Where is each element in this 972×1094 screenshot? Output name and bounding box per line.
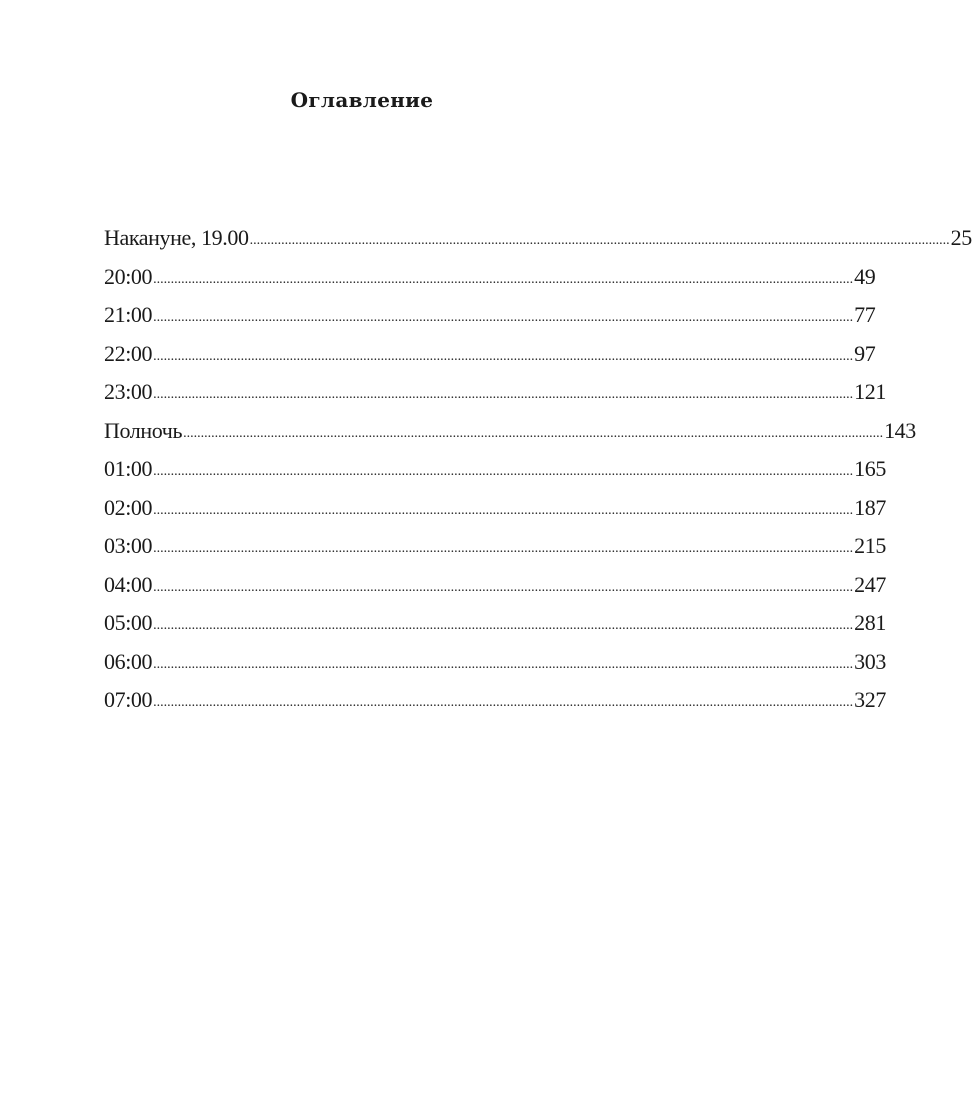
table-of-contents (104, 222, 972, 723)
toc-entry (104, 415, 916, 454)
toc-entry-page: 327 (854, 687, 886, 712)
toc-entry-label: 04:00 (104, 571, 153, 597)
toc-entry-label: 02:00 (104, 494, 153, 520)
dot-leader: ........................................................................................................................................................................................................ (153, 579, 854, 595)
dot-leader: ........................................................................................................................................................................................................ (153, 541, 854, 556)
toc-entry-page: 303 (854, 648, 886, 674)
dot-leader: ........................................................................................................................................................................................................ (153, 310, 854, 325)
toc-entry (104, 607, 886, 646)
dot-leader: ........................................................................................................................................................................................................ (153, 656, 854, 672)
toc-entry-label: 20:00 (104, 263, 153, 289)
toc-entry (104, 222, 972, 261)
page-title: Оглавление (290, 88, 434, 112)
toc-entry-label: 22:00 (104, 340, 153, 366)
toc-entry-page: 143 (884, 417, 916, 443)
toc-entry-page: 187 (854, 494, 886, 520)
toc-entry (104, 338, 876, 377)
toc-entry (104, 684, 886, 723)
toc-entry-label: Накануне, 19.00 (104, 225, 249, 250)
toc-entry-label: 23:00 (104, 379, 153, 404)
dot-leader: ........................................................................................................................................................................................................ (153, 464, 854, 479)
toc-entry (104, 261, 876, 300)
toc-entry (104, 569, 886, 608)
toc-entry (104, 492, 886, 531)
dot-leader: ........................................................................................................................................................................................................ (153, 348, 854, 364)
toc-entry-page: 49 (854, 263, 876, 289)
toc-entry-page: 165 (854, 456, 886, 481)
dot-leader: ........................................................................................................................................................................................................ (249, 233, 950, 248)
toc-entry-label: 03:00 (104, 533, 153, 558)
toc-entry (104, 530, 886, 569)
toc-entry-label: 01:00 (104, 456, 153, 481)
dot-leader: ........................................................................................................................................................................................................ (153, 695, 854, 710)
dot-leader: ........................................................................................................................................................................................................ (153, 387, 854, 402)
toc-entry-page: 121 (854, 379, 886, 404)
toc-entry-page: 281 (854, 610, 886, 635)
toc-entry-label: 21:00 (104, 302, 153, 327)
toc-entry-label: 06:00 (104, 648, 153, 674)
toc-entry-page: 25 (950, 225, 972, 250)
toc-entry-label: 07:00 (104, 687, 153, 712)
toc-entry-label: 05:00 (104, 610, 153, 635)
dot-leader: ........................................................................................................................................................................................................ (153, 271, 854, 287)
dot-leader: ........................................................................................................................................................................................................ (153, 618, 854, 633)
toc-entry (104, 376, 886, 415)
toc-entry (104, 646, 886, 685)
dot-leader: ........................................................................................................................................................................................................ (153, 502, 854, 518)
toc-entry-page: 247 (854, 571, 886, 597)
toc-entry (104, 299, 876, 338)
toc-entry (104, 453, 886, 492)
dot-leader: ........................................................................................................................................................................................................ (183, 425, 884, 441)
toc-entry-page: 77 (854, 302, 876, 327)
toc-entry-label: Полночь (104, 417, 183, 443)
toc-entry-page: 97 (854, 340, 876, 366)
toc-entry-page: 215 (854, 533, 886, 558)
